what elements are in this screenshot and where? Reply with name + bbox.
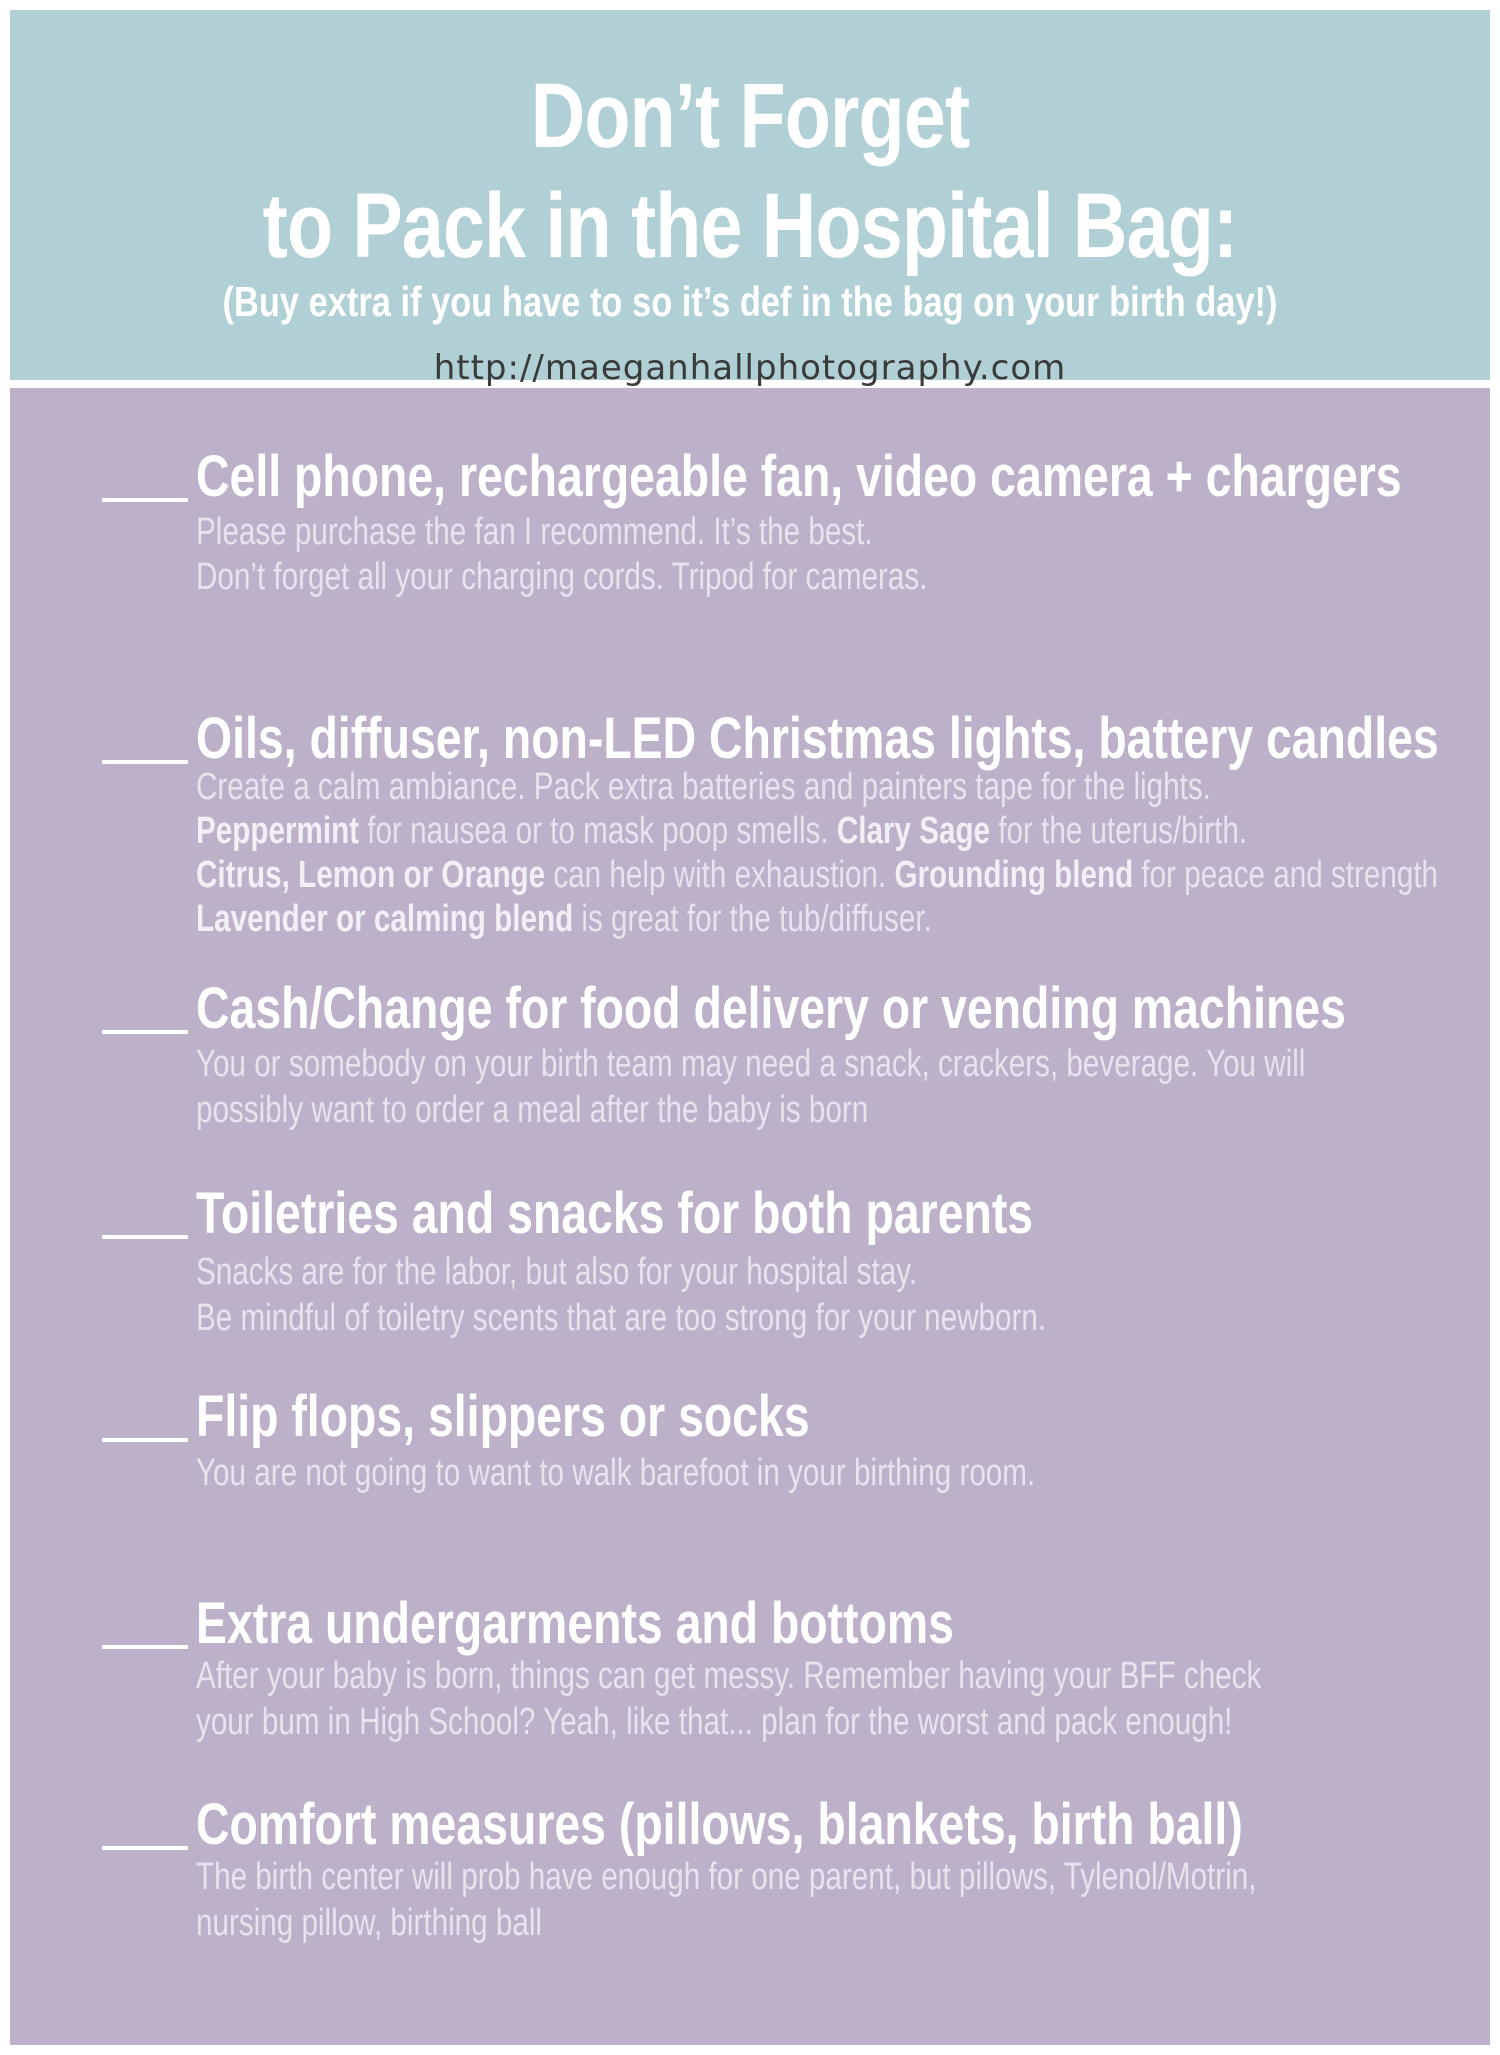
item-description: Create a calm ambiance. Pack extra batteries and painters tape for the lights. bbox=[196, 766, 1211, 808]
checkbox-blank bbox=[102, 1030, 188, 1034]
page-subtitle: (Buy extra if you have to so it’s def in the bag on your birth day!) bbox=[222, 278, 1278, 325]
oil-name: Peppermint bbox=[196, 810, 360, 852]
item-description: Be mindful of toiletry scents that are too strong for your newborn. bbox=[196, 1297, 1047, 1339]
checkbox-blank bbox=[102, 760, 188, 764]
item-title: Toiletries and snacks for both parents bbox=[196, 1181, 1034, 1246]
item-description: possibly want to order a meal after the baby is born bbox=[196, 1089, 869, 1131]
item-description: The birth center will prob have enough for one parent, but pillows, Tylenol/Motrin, bbox=[196, 1856, 1257, 1898]
item-description: nursing pillow, birthing ball bbox=[196, 1902, 543, 1944]
item-title: Comfort measures (pillows, blankets, birth ball) bbox=[196, 1792, 1243, 1857]
checkbox-blank bbox=[102, 1846, 188, 1850]
header-banner bbox=[10, 10, 1490, 380]
oil-line: Citrus, Lemon or Orange can help with exhaustion. Grounding blend for peace and strength bbox=[196, 854, 1439, 896]
checkbox-blank bbox=[102, 1235, 188, 1239]
website-url: http://maeganhallphotography.com bbox=[433, 348, 1067, 388]
page-title-line2: to Pack in the Hospital Bag: bbox=[262, 175, 1238, 277]
item-title: Flip flops, slippers or socks bbox=[196, 1384, 810, 1449]
oil-name: Lavender or calming blend bbox=[196, 898, 574, 940]
item-description: your bum in High School? Yeah, like that... plan for the worst and pack enough! bbox=[196, 1701, 1233, 1743]
oil-line: Peppermint for nausea or to mask poop smells. Clary Sage for the uterus/birth. bbox=[196, 810, 1248, 852]
item-description: You are not going to want to walk barefoot in your birthing room. bbox=[196, 1452, 1036, 1494]
item-description: After your baby is born, things can get messy. Remember having your BFF check bbox=[196, 1655, 1262, 1697]
item-description: You or somebody on your birth team may need a snack, crackers, beverage. You will bbox=[196, 1043, 1306, 1085]
checkbox-blank bbox=[102, 1645, 188, 1649]
oil-name: Citrus, Lemon or Orange bbox=[196, 854, 546, 896]
checklist-panel bbox=[10, 388, 1490, 2045]
checkbox-blank bbox=[102, 1438, 188, 1442]
item-description: Don’t forget all your charging cords. Tripod for cameras. bbox=[196, 556, 928, 598]
oil-name: Grounding blend bbox=[894, 854, 1134, 896]
item-title: Cash/Change for food delivery or vending machines bbox=[196, 976, 1346, 1041]
oil-name: Clary Sage bbox=[836, 810, 991, 852]
checkbox-blank bbox=[102, 498, 188, 502]
item-description: Please purchase the fan I recommend. It’s the best. bbox=[196, 511, 873, 553]
item-title: Oils, diffuser, non-LED Christmas lights, battery candles bbox=[196, 706, 1439, 771]
page-title-line1: Don’t Forget bbox=[530, 65, 970, 167]
item-title: Extra undergarments and bottoms bbox=[196, 1591, 954, 1656]
oil-line: Lavender or calming blend is great for the tub/diffuser. bbox=[196, 898, 932, 940]
item-title: Cell phone, rechargeable fan, video camera + chargers bbox=[196, 444, 1402, 509]
item-description: Snacks are for the labor, but also for your hospital stay. bbox=[196, 1251, 918, 1293]
